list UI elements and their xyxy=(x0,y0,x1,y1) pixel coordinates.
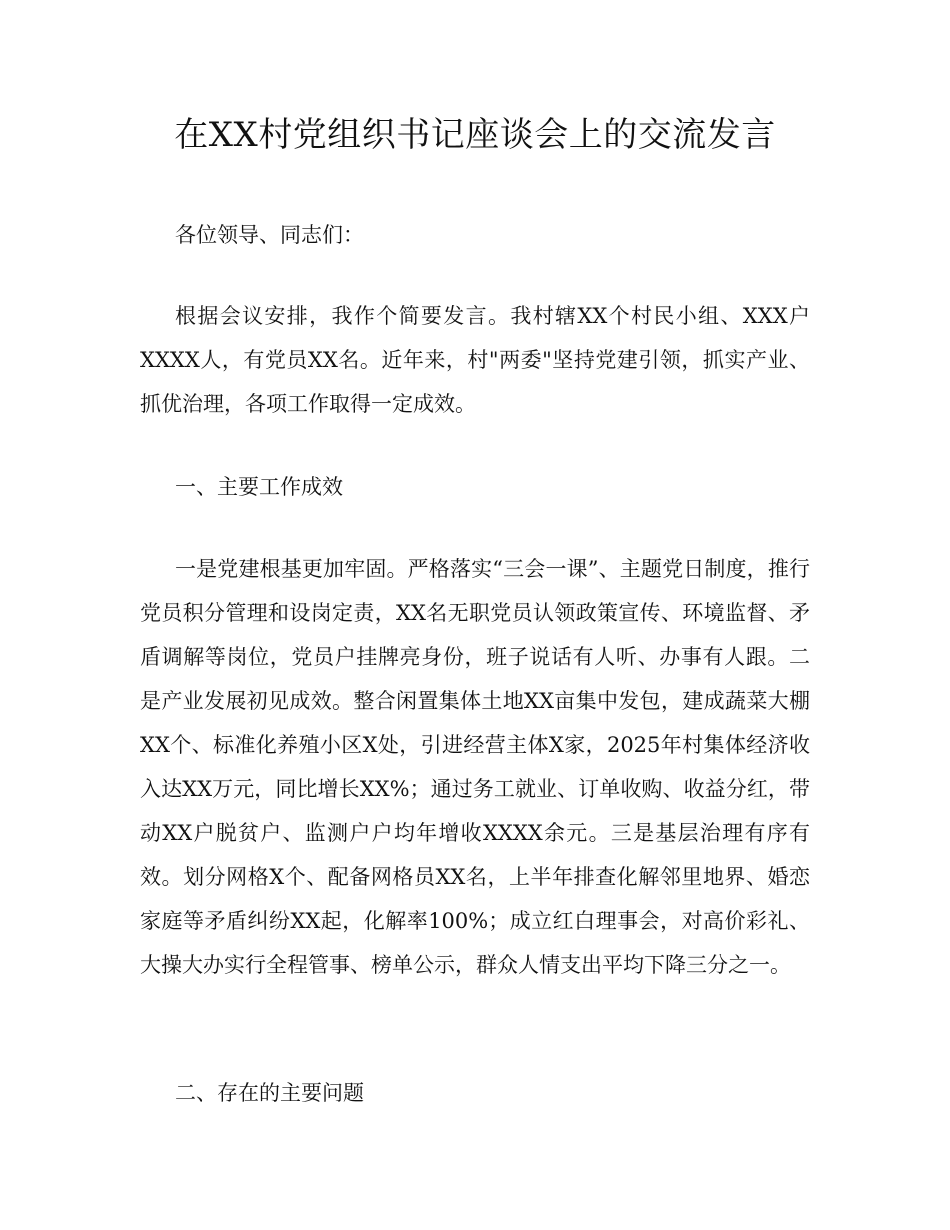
intro-paragraph: 根据会议安排，我作个简要发言。我村辖XX个村民小组、XXX户XXXX人，有党员XX名。近年来，村"两委"坚持党建引领，抓实产业、抓优治理，各项工作取得一定成效。 xyxy=(140,304,810,416)
section-heading-1: 一、主要工作成效 xyxy=(175,475,343,499)
salutation: 各位领导、同志们： xyxy=(175,223,364,247)
achievements-paragraph: 一是党建根基更加牢固。严格落实“三会一课”、主题党日制度，推行党员积分管理和设岗定责，XX名无职党员认领政策宣传、环境监督、矛盾调解等岗位，党员户挂牌亮身份，班子说话有人听、办事有人跟。二是产业发展初见成效。整合闲置集体土地XX亩集中发包，建成蔬菜大棚XX个、标准化养殖小区X处，引进经营主体X家，2025年村集体经济收入达XX万元，同比增长XX%；通过务工就业、订单收购、收益分红，带动XX户脱贫户、监测户户均年增收XXXX余元。三是基层治理有序有效。划分网格X个、配备网格员XX名，上半年排查化解邻里地界、婚恋家庭等矛盾纠纷XX起，化解率100%；成立红白理事会，对高价彩礼、大操大办实行全程管事、榜单公示，群众人情支出平均下降三分之一。 xyxy=(140,557,810,977)
section-heading-2: 二、存在的主要问题 xyxy=(175,1081,364,1105)
document-title: 在XX村党组织书记座谈会上的交流发言 xyxy=(174,115,776,155)
